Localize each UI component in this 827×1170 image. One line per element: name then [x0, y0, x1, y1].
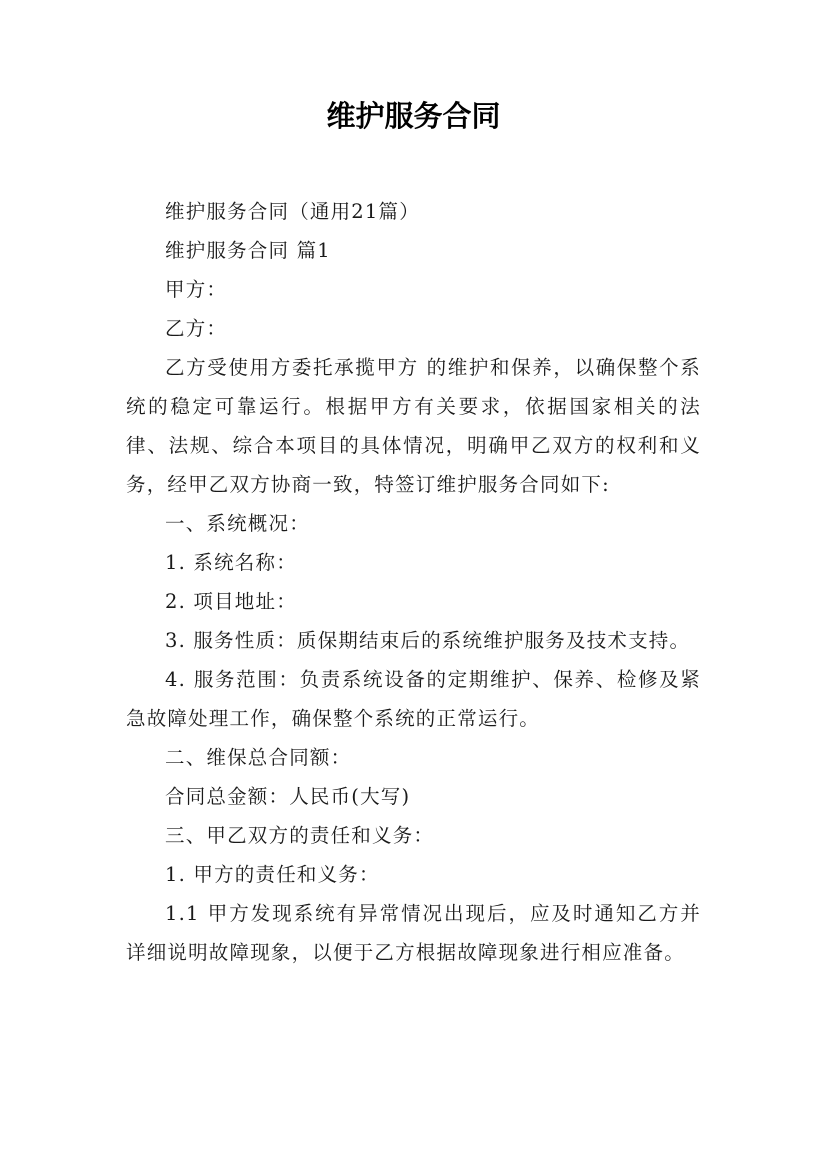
- paragraph: 4. 服务范围：负责系统设备的定期维护、保养、检修及紧急故障处理工作，确保整个系统的正常运行。: [126, 668, 701, 730]
- paragraph: 乙方受使用方委托承揽甲方 的维护和保养，以确保整个系统的稳定可靠运行。根据甲方有关要求，依据国家相关的法律、法规、综合本项目的具体情况，明确甲乙双方的权利和义务，经甲乙双方协商一致，特签订维护服务合同如下:: [126, 356, 701, 496]
- paragraph: 乙方：: [165, 317, 228, 340]
- paragraph: 维护服务合同（通用21篇）: [165, 200, 420, 223]
- paragraph: 1. 系统名称：: [165, 551, 297, 574]
- paragraph: 2. 项目地址：: [165, 590, 297, 613]
- paragraph: 维护服务合同 篇1: [165, 239, 331, 262]
- paragraph: 二、维保总合同额：: [165, 746, 352, 769]
- paragraph: 三、甲乙双方的责任和义务：: [165, 824, 435, 847]
- paragraph: 甲方：: [165, 278, 228, 301]
- paragraph: 1.1 甲方发现系统有异常情况出现后，应及时通知乙方并详细说明故障现象，以便于乙方根据故障现象进行相应准备。: [126, 902, 701, 964]
- paragraph: 一、系统概况：: [165, 512, 310, 535]
- paragraph: 3. 服务性质：质保期结束后的系统维护服务及技术支持。: [165, 629, 691, 652]
- document-title: 维护服务合同: [326, 99, 501, 133]
- document-body: [126, 192, 701, 972]
- paragraph: 1. 甲方的责任和义务：: [165, 863, 380, 886]
- paragraph: 合同总金额：人民币(大写): [165, 785, 411, 808]
